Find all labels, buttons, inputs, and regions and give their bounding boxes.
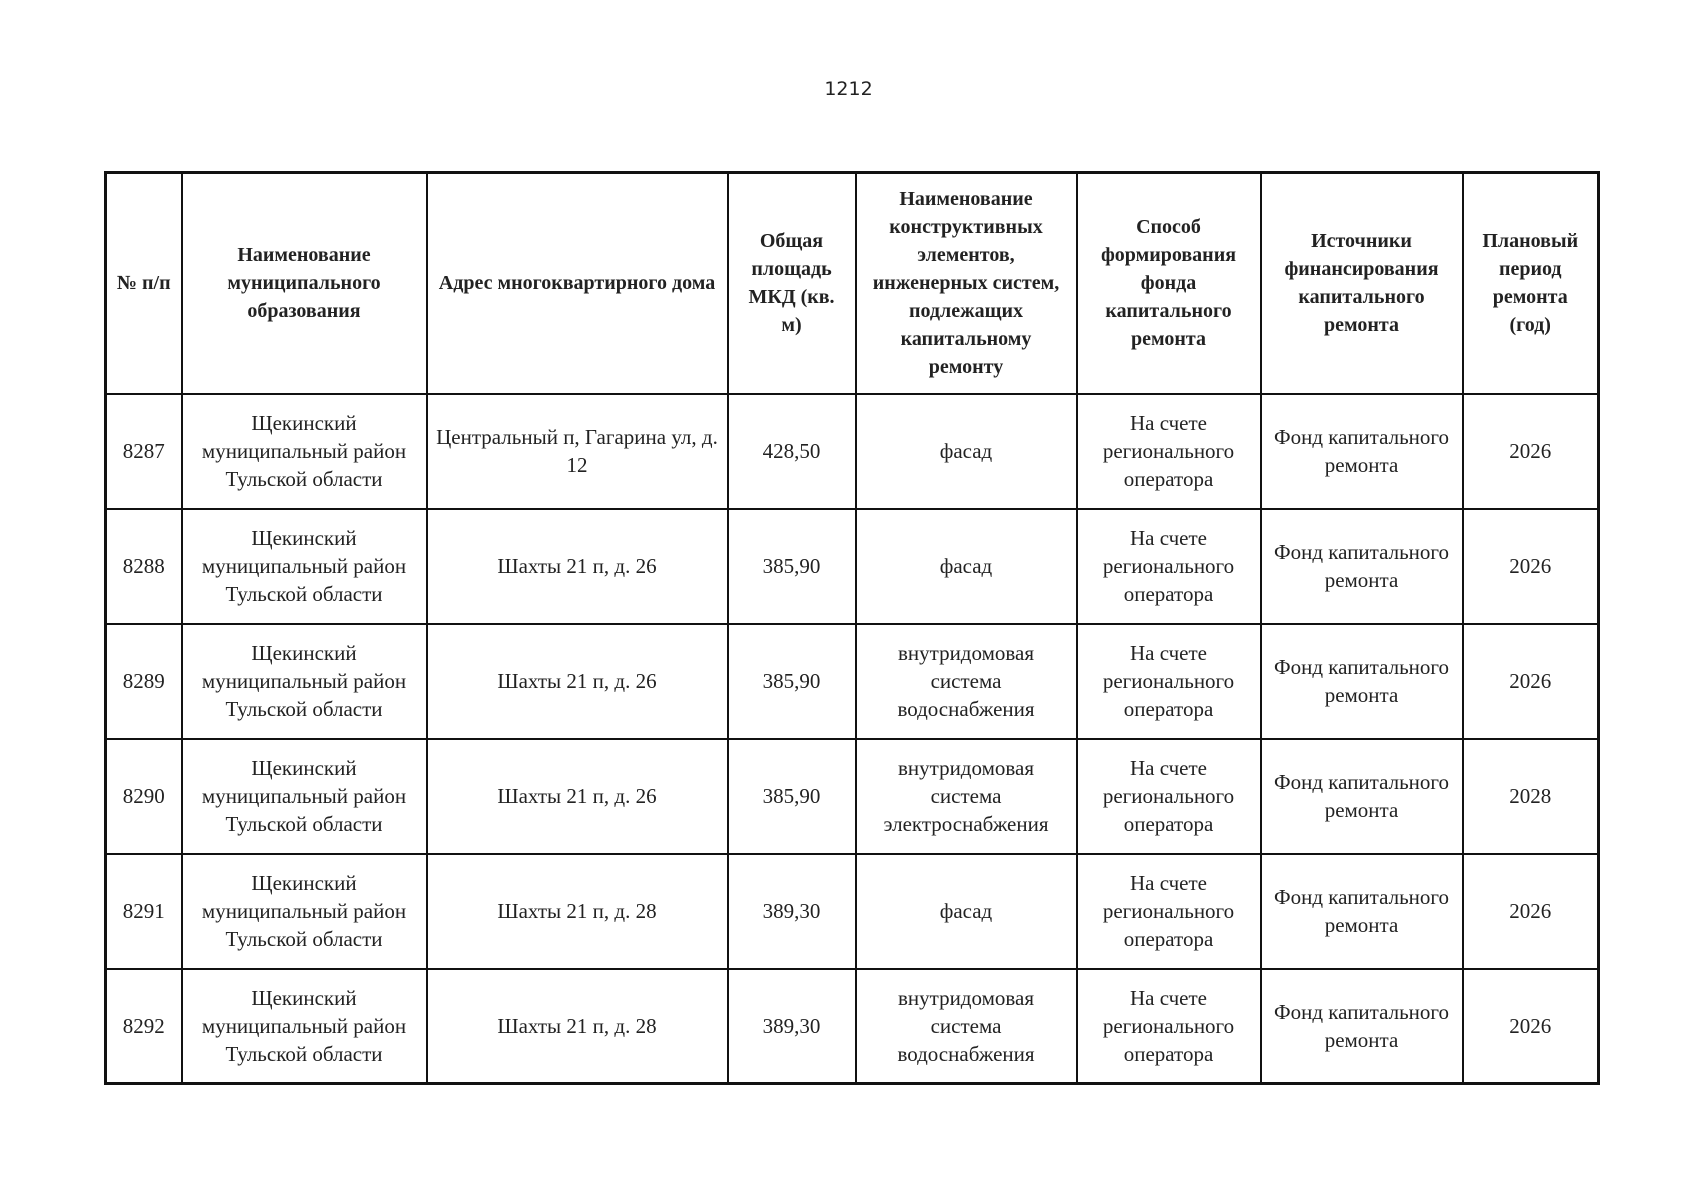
cell-area: 428,50 [728, 394, 856, 509]
cell-funding-source: Фонд капитального ремонта [1261, 969, 1463, 1084]
table-row [106, 739, 1599, 854]
cell-municipality: Щекинский муниципальный район Тульской области [182, 969, 427, 1084]
cell-elements: фасад [856, 854, 1077, 969]
header-funding-source: Источники финансирования капитального ремонта [1261, 173, 1463, 394]
cell-elements: внутридомовая система водоснабжения [856, 624, 1077, 739]
page-number: 1212 [824, 78, 873, 100]
cell-number: 8288 [106, 509, 182, 624]
cell-municipality: Щекинский муниципальный район Тульской области [182, 854, 427, 969]
cell-area: 389,30 [728, 969, 856, 1084]
table-row [106, 624, 1599, 739]
table-header [106, 173, 1599, 394]
cell-funding-source: Фонд капитального ремонта [1261, 624, 1463, 739]
cell-address: Шахты 21 п, д. 28 [427, 969, 728, 1084]
cell-area: 385,90 [728, 624, 856, 739]
header-number: № п/п [106, 173, 182, 394]
table-row [106, 394, 1599, 509]
cell-address: Шахты 21 п, д. 26 [427, 624, 728, 739]
table-row [106, 969, 1599, 1084]
cell-fund-method: На счете регионального оператора [1077, 969, 1261, 1084]
cell-area: 385,90 [728, 739, 856, 854]
cell-number: 8287 [106, 394, 182, 509]
header-address: Адрес многоквартирного дома [427, 173, 728, 394]
header-elements: Наименование конструктивных элементов, инженерных систем, подлежащих капитальному ремонту [856, 173, 1077, 394]
cell-planned-year: 2026 [1463, 969, 1599, 1084]
cell-address: Шахты 21 п, д. 26 [427, 739, 728, 854]
table-row [106, 854, 1599, 969]
table-body [106, 394, 1599, 1084]
cell-fund-method: На счете регионального оператора [1077, 624, 1261, 739]
cell-number: 8290 [106, 739, 182, 854]
cell-municipality: Щекинский муниципальный район Тульской области [182, 739, 427, 854]
cell-planned-year: 2026 [1463, 394, 1599, 509]
header-municipality: Наименование муниципального образования [182, 173, 427, 394]
cell-planned-year: 2026 [1463, 854, 1599, 969]
cell-funding-source: Фонд капитального ремонта [1261, 394, 1463, 509]
cell-fund-method: На счете регионального оператора [1077, 394, 1261, 509]
cell-number: 8291 [106, 854, 182, 969]
header-area: Общая площадь МКД (кв. м) [728, 173, 856, 394]
cell-fund-method: На счете регионального оператора [1077, 854, 1261, 969]
header-fund-method: Способ формирования фонда капитального ремонта [1077, 173, 1261, 394]
cell-planned-year: 2026 [1463, 509, 1599, 624]
cell-number: 8289 [106, 624, 182, 739]
cell-municipality: Щекинский муниципальный район Тульской области [182, 624, 427, 739]
cell-elements: фасад [856, 394, 1077, 509]
table-row [106, 509, 1599, 624]
cell-address: Шахты 21 п, д. 26 [427, 509, 728, 624]
header-row [106, 173, 1599, 394]
cell-area: 389,30 [728, 854, 856, 969]
cell-number: 8292 [106, 969, 182, 1084]
cell-area: 385,90 [728, 509, 856, 624]
cell-elements: внутридомовая система водоснабжения [856, 969, 1077, 1084]
cell-planned-year: 2026 [1463, 624, 1599, 739]
cell-elements: внутридомовая система электроснабжения [856, 739, 1077, 854]
cell-address: Центральный п, Гагарина ул, д. 12 [427, 394, 728, 509]
cell-address: Шахты 21 п, д. 28 [427, 854, 728, 969]
cell-fund-method: На счете регионального оператора [1077, 739, 1261, 854]
cell-funding-source: Фонд капитального ремонта [1261, 739, 1463, 854]
repair-registry-table [104, 171, 1600, 1085]
cell-fund-method: На счете регионального оператора [1077, 509, 1261, 624]
cell-elements: фасад [856, 509, 1077, 624]
cell-municipality: Щекинский муниципальный район Тульской области [182, 394, 427, 509]
cell-funding-source: Фонд капитального ремонта [1261, 509, 1463, 624]
cell-planned-year: 2028 [1463, 739, 1599, 854]
cell-funding-source: Фонд капитального ремонта [1261, 854, 1463, 969]
cell-municipality: Щекинский муниципальный район Тульской области [182, 509, 427, 624]
header-planned-year: Плановый период ремонта (год) [1463, 173, 1599, 394]
